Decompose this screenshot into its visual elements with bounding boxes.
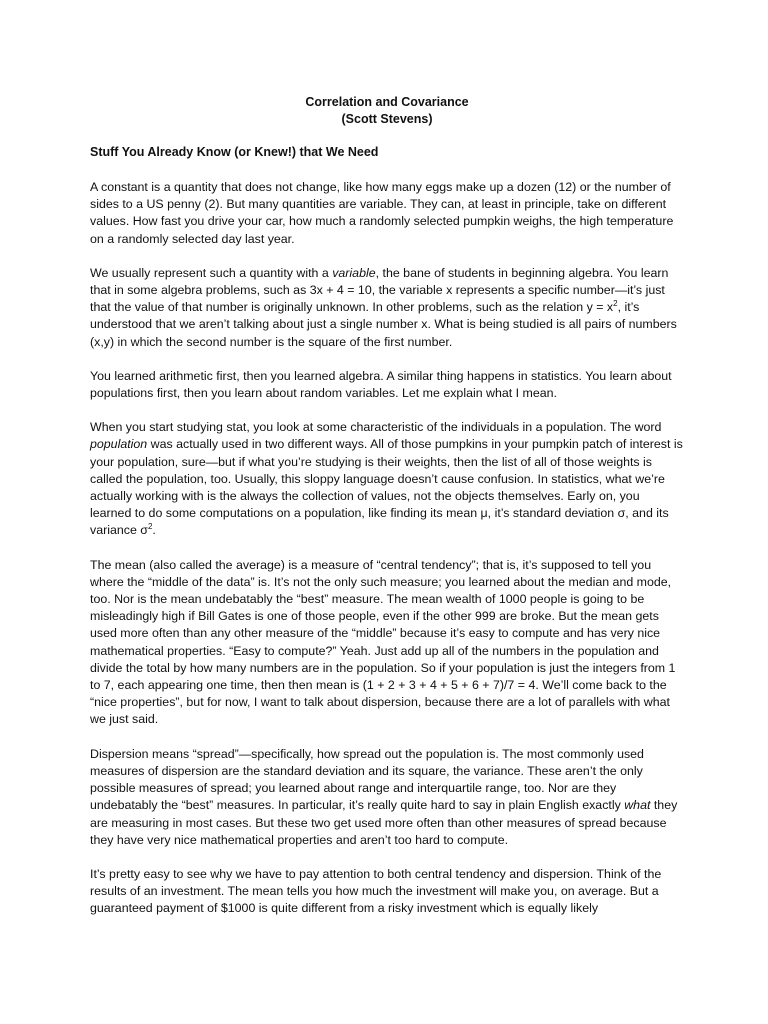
paragraph-arithmetic: You learned arithmetic first, then you learned algebra. A similar thing happens in statistics. You learn about populations first, then you learn about random variables. Let me explain what I mean. <box>90 368 672 401</box>
paragraph-dispersion: Dispersion means “spread”—specifically, how spread out the population is. The most commonly used measures of dispersion are the standard deviation and its square, the variance. These aren’t the only possible measures of spread; you learned about range and interquartile range, too. Nor are they undebatably the “best” measures. In particular, it’s really quite hard to say in plain English exactly what they are measuring in most cases. But these two get used more often than other measures of spread because they have very nice mathematical properties and aren’t too hard to compute. <box>90 746 678 847</box>
document-title: Correlation and Covariance <box>305 95 469 109</box>
paragraph-variables: We usually represent such a quantity with a variable, the bane of students in beginning algebra. You learn that in some algebra problems, such as 3x + 4 = 10, the variable x represents a specific number—it’s just that the value of that number is originally unknown. In other problems, such as the relation $y = x^2$, it’s understood that we aren’t talking about just a single number x. What is being studied is all pairs of numbers (x,y) in which the second number is the square of the first number. <box>90 265 677 349</box>
paragraph-mean: The mean (also called the average) is a measure of “central tendency”; that is, it’s supposed to tell you where the “middle of the data” is. It’s not the only such measure; you learned about the median and mode, too. Nor is the mean undebatably the “best” measure. The mean wealth of 1000 people is going to be misleadingly high if Bill Gates is one of those people, even if the other 999 are broke. But the mean gets used more often than any other measure of the “middle” because it’s easy to compute and has very nice mathematical properties. “Easy to compute?” Yeah. Just add up all of the numbers in the population and divide the total by how many numbers are in the population. So if your population is just the integers from 1 to 7, each appearing one time, then then mean is (1 + 2 + 3 + 4 + 5 + 6 + 7)/7 = 4. We’ll come back to the “nice properties”, but for now, I want to talk about dispersion, because there are a lot of parallels with what we just said. <box>90 557 676 727</box>
title-block <box>90 94 684 128</box>
document-author: (Scott Stevens) <box>341 112 433 126</box>
paragraph-population: When you start studying stat, you look at some characteristic of the individuals in a population. The word population was actually used in two different ways. All of those pumpkins in your pumpkin patch of interest is your population, sure—but if what you’re studying is their weights, then the list of all of those weights is called the population, too. Usually, this sloppy language doesn’t cause confusion. In statistics, what we’re actually working with is the always the collection of values, not the objects themselves. Early on, you learned to do some computations on a population, like finding its mean μ, it’s standard deviation σ, and its variance $\sigma^2$. <box>90 420 683 538</box>
paragraph-constants: A constant is a quantity that does not change, like how many eggs make up a dozen (12) or the number of sides to a US penny (2). But many quantities are variable. They can, at least in principle, take on different values. How fast you drive your car, how much a randomly selected pumpkin weighs, the high temperature on a randomly selected day last year. <box>90 180 674 246</box>
section-heading: Stuff You Already Know (or Knew!) that We Need <box>90 145 379 159</box>
paragraph-investment: It’s pretty easy to see why we have to pay attention to both central tendency and dispersion. Think of the results of an investment. The mean tells you how much the investment will make you, on average. But a guaranteed payment of $1000 is quite different from a risky investment which is equally likely <box>90 866 662 916</box>
